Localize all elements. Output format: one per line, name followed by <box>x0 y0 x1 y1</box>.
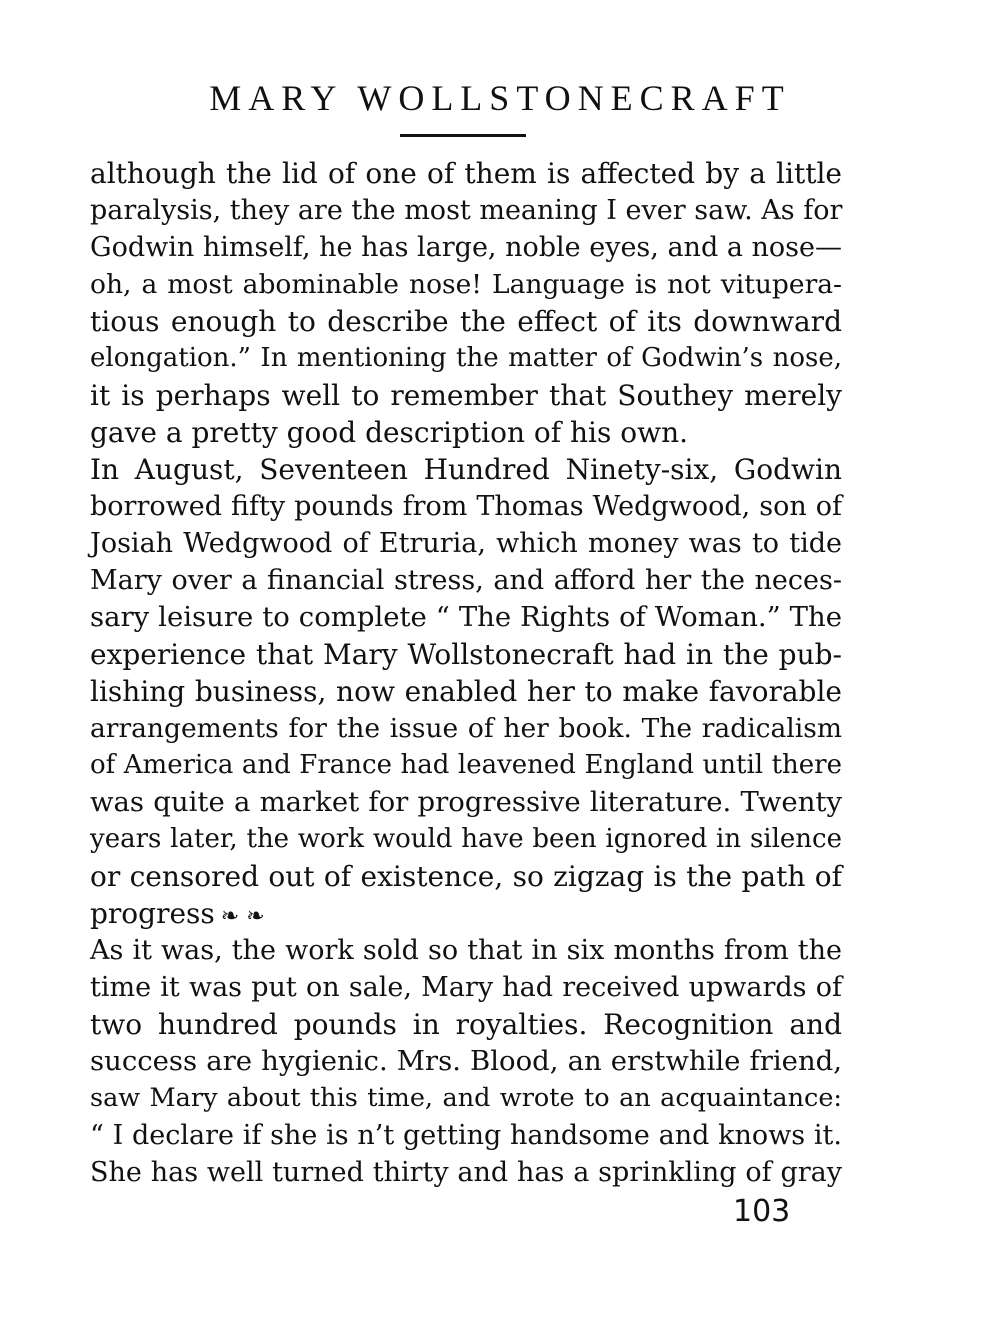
text-line: “ I declare if she is n’t getting handsome and knows it. <box>90 1120 842 1151</box>
text-line: or censored out of existence, so zigzag is the path of <box>90 860 842 893</box>
text-line: As it was, the work sold so that in six months from the <box>90 935 842 966</box>
text-line: She has well turned thirty and has a sprinkling of gray <box>90 1157 842 1188</box>
text-line: Godwin himself, he has large, noble eyes, and a nose— <box>90 232 842 263</box>
text-line: progress <box>90 897 215 930</box>
text-line: oh, a most abominable nose! Language is not vitupera- <box>90 269 842 300</box>
text-line: of America and France had leavened England until there <box>90 750 842 780</box>
text-line: borrowed fifty pounds from Thomas Wedgwood, son of <box>90 491 842 522</box>
text-line: sary leisure to complete “ The Rights of Woman.” The <box>90 601 842 633</box>
text-line-with-ornament <box>90 895 842 932</box>
text-line: experience that Mary Wollstonecraft had in the pub- <box>90 638 842 671</box>
text-line: success are hygienic. Mrs. Blood, an erstwhile friend, <box>90 1045 842 1077</box>
leaf-ornament-icon: ❧ ❧ <box>220 904 265 929</box>
text-line: it is perhaps well to remember that Southey merely <box>90 379 842 412</box>
text-line: lishing business, now enabled her to make favorable <box>90 675 842 708</box>
text-line: elongation.” In mentioning the matter of Godwin’s nose, <box>90 343 842 373</box>
header-rule <box>400 134 526 137</box>
text-line: gave a pretty good description of his own. <box>90 416 689 449</box>
text-line: tious enough to describe the effect of its downward <box>90 305 842 338</box>
text-line: was quite a market for progressive literature. Twenty <box>90 786 842 818</box>
text-line: years later, the work would have been ignored in silence <box>90 824 842 854</box>
text-line: In August, Seventeen Hundred Ninety-six, Godwin <box>90 453 842 486</box>
text-line: saw Mary about this time, and wrote to an acquaintance: <box>90 1083 842 1113</box>
text-line: Mary over a financial stress, and afford her the neces- <box>90 565 842 596</box>
text-line: paralysis, they are the most meaning I ever saw. As for <box>90 195 843 226</box>
body-text <box>90 155 842 1191</box>
text-line: time it was put on sale, Mary had received upwards of <box>90 972 842 1003</box>
text-line: two hundred pounds in royalties. Recognition and <box>90 1008 842 1041</box>
text-line: arrangements for the issue of her book. The radicalism <box>90 713 842 744</box>
page-number: 103 <box>733 1194 791 1229</box>
text-line: Josiah Wedgwood of Etruria, which money was to tide <box>90 528 842 559</box>
text-line: although the lid of one of them is affected by a little <box>90 157 842 190</box>
running-head: MARY WOLLSTONECRAFT <box>209 78 791 118</box>
